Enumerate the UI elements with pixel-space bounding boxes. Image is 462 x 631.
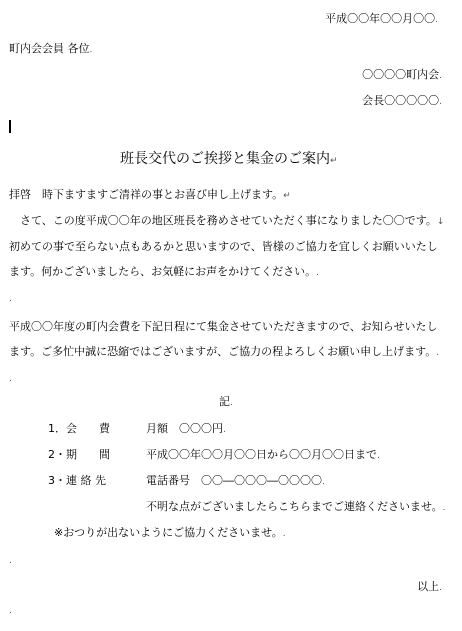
empty-para-1: . (9, 294, 12, 304)
greeting: 拝啓 時下ますますご清祥の事とお喜び申し上げます。↵ (9, 188, 291, 201)
para2-line1: 平成〇〇年度の町内会費を下記日程にて集金させていただきますので、お知らせいたし (9, 320, 438, 333)
date-line: 平成〇〇年〇〇月〇〇. (325, 12, 438, 25)
para1-line1: さて、この度平成〇〇年の地区班長を務めさせていただく事になりました〇〇です。↓ (20, 214, 445, 227)
empty-para-4: . (9, 606, 12, 616)
ki-heading: 記. (219, 395, 233, 408)
addressee: 町内会会員 各位. (9, 42, 93, 55)
change-note: ※おつりが出ないようにご協力くださいませ。. (54, 526, 286, 539)
empty-para-3: . (9, 556, 12, 566)
item-2-label: 2・期 間 (48, 448, 110, 461)
item-3-label: 3・連 絡 先 (48, 474, 106, 487)
text-cursor (9, 120, 11, 133)
item-1-label: 1．会 費 (48, 422, 110, 435)
contact-note: 不明な点がございましたらこちらまでご連絡くださいませ。. (146, 500, 446, 513)
para2-line2: ます。ご多忙中誠に恐縮ではございますが、ご協力の程よろしくお願い申し上げます。. (9, 345, 440, 358)
sender-name: 会長〇〇〇〇〇. (362, 94, 442, 107)
para1-line2: 初めての事で至らない点もあるかと思いますので、皆様のご協力を宜しくお願いいたし (9, 240, 438, 253)
para1-line3: ます。何かございましたら、お気軽にお声をかけてください。. (9, 265, 319, 278)
empty-para-2: . (9, 374, 12, 384)
item-1-value: 月額 〇〇〇円. (146, 422, 226, 435)
item-2-value: 平成〇〇年〇〇月〇〇日から〇〇月〇〇日まで. (146, 448, 380, 461)
sender-org: 〇〇〇〇町内会. (362, 68, 442, 81)
closing: 以上. (417, 580, 442, 593)
document-title: 班長交代のご挨拶と集金のご案内↵ (120, 151, 338, 167)
item-3-value: 電話番号 〇〇―〇〇〇―〇〇〇〇. (146, 474, 325, 487)
